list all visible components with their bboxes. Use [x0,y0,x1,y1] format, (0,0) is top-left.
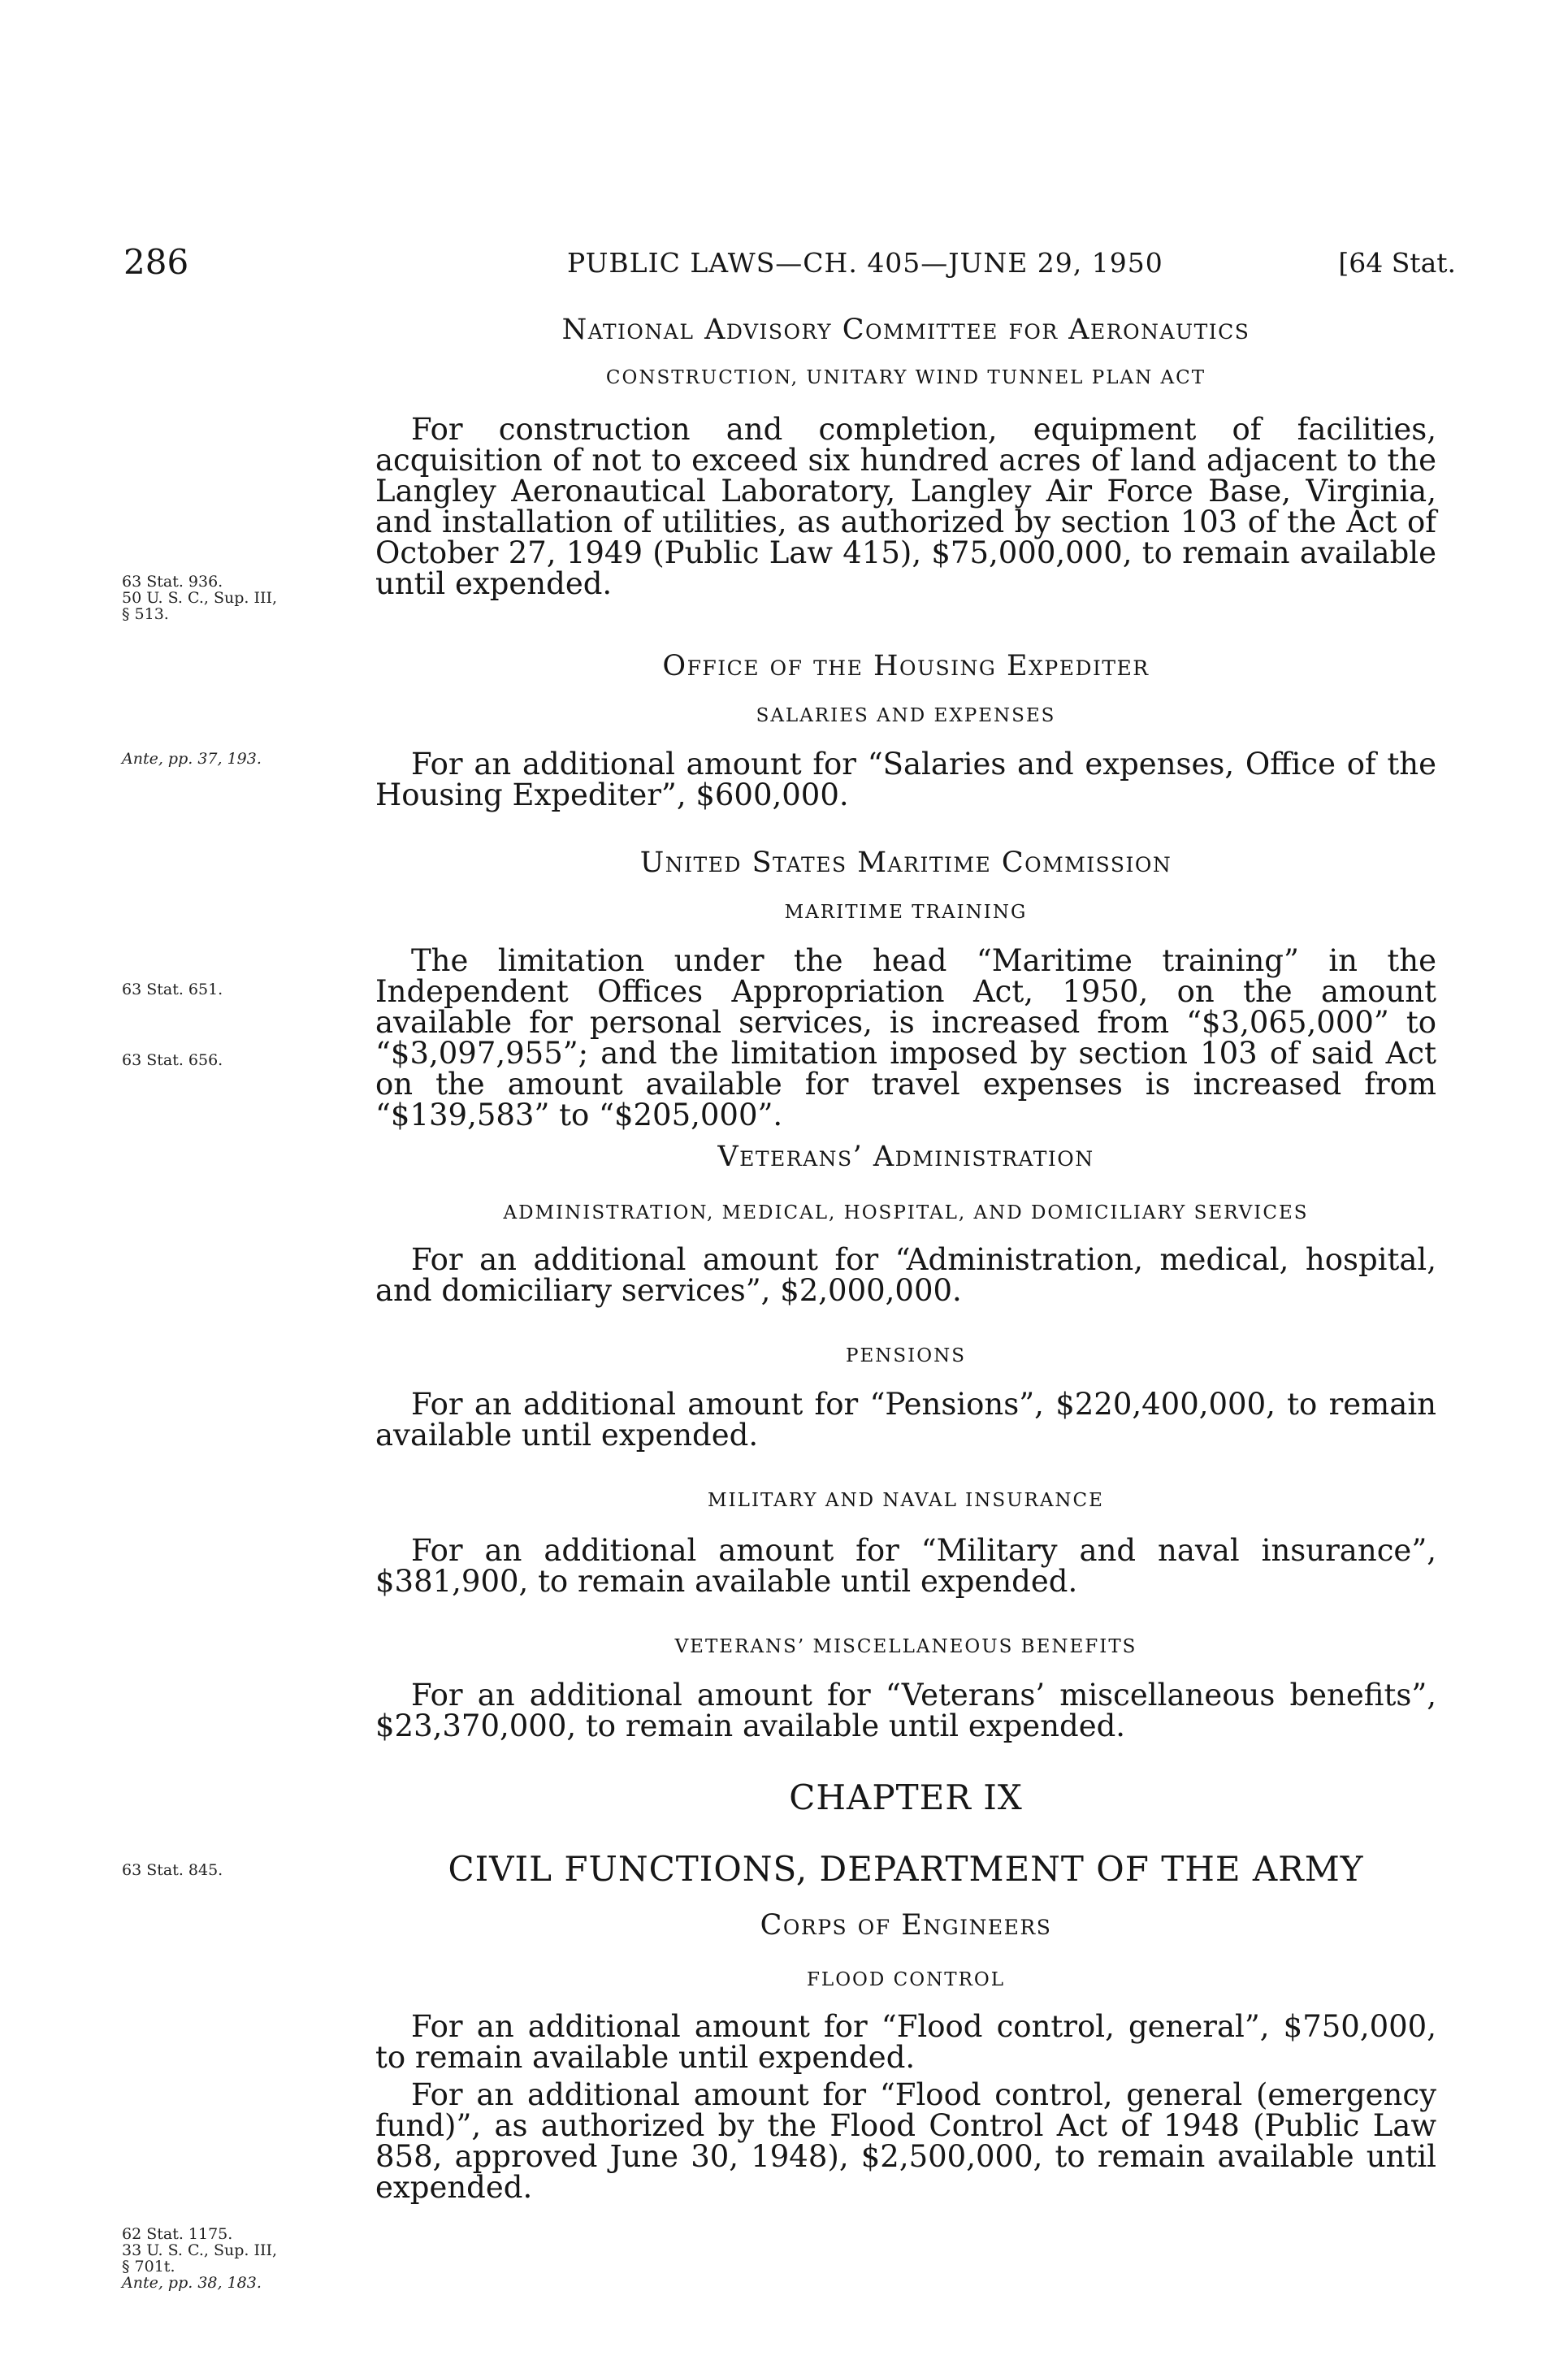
subheading: MILITARY AND NAVAL INSURANCE [708,1490,1104,1511]
margin-note-ante: Ante, pp. 37, 193. [122,750,262,768]
agency-heading: United States Maritime Commission [639,847,1172,879]
margin-note-63-stat-845: 63 Stat. 845. [122,1861,223,1879]
paragraph: For an additional amount for “Administration, medical, hospital, and domiciliary services”, $2,000,000. [375,1242,1436,1308]
subheading: MARITIME TRAINING [784,902,1028,923]
paragraph: For an additional amount for “Flood control, general (emergency fund)”, as authorized by the Flood Control Act of 1948 (Public Law 858, approved June 30, 1948), $2,500,000, to remain available until expended. [375,2077,1436,2205]
paragraph: For an additional amount for “Pensions”, $220,400,000, to remain available until expended. [375,1387,1436,1453]
running-title: PUBLIC LAWS—CH. 405—JUNE 29, 1950 [567,247,1163,279]
paragraph: For an additional amount for “Flood control, general”, $750,000, to remain available until expended. [375,2009,1436,2075]
subheading: VETERANS’ MISCELLANEOUS BENEFITS [674,1636,1137,1657]
margin-note-63-stat-651: 63 Stat. 651. [122,981,223,998]
margin-note-63-stat-656: 63 Stat. 656. [122,1051,223,1069]
agency-heading: Corps of Engineers [760,1909,1052,1942]
agency-heading: National Advisory Committee for Aeronautics [561,314,1250,346]
running-header [123,242,1456,284]
chapter-title: CIVIL FUNCTIONS, DEPARTMENT OF THE ARMY [448,1849,1364,1889]
section-veterans [375,1141,1436,1173]
agency-heading: Office of the Housing Expediter [662,650,1150,682]
margin-note-62-stat-1175: 62 Stat. 1175. 33 U. S. C., Sup. III, § 701t. Ante, pp. 38, 183. [122,2225,278,2292]
subheading: SALARIES AND EXPENSES [756,705,1056,726]
paragraph: The limitation under the head “Maritime training” in the Independent Offices Appropriation Act, 1950, on the amount available for personal services, is increased from “$3,065,000” to “$3,097,955”; and the limitation imposed by section 103 of said Act on the amount available for travel expenses is increased from “$139,583” to “$205,000”. [375,943,1436,1132]
paragraph: For an additional amount for “Military and naval insurance”, $381,900, to remain available until expended. [375,1533,1436,1599]
paragraph: For an additional amount for “Veterans’ miscellaneous benefits”, $23,370,000, to remain available until expended. [375,1678,1436,1743]
agency-heading: Veterans’ Administration [717,1141,1094,1173]
subheading: ADMINISTRATION, MEDICAL, HOSPITAL, AND DOMICILIARY SERVICES [503,1202,1309,1223]
section-housing [375,650,1436,682]
volume-reference: [64 Stat. [1338,247,1456,279]
chapter-ix [375,1778,1436,1817]
section-maritime [375,847,1436,879]
margin-note-63-stat-936: 63 Stat. 936. 50 U. S. C., Sup. III, § 513. [122,573,278,623]
section-naca [375,314,1436,346]
paragraph: For construction and completion, equipment of facilities, acquisition of not to exceed six hundred acres of land adjacent to the Langley Aeronautical Laboratory, Langley Air Force Base, Virginia, and installation of utilities, as authorized by section 103 of the Act of October 27, 1949 (Public Law 415), $75,000,000, to remain available until expended. [375,412,1436,601]
subheading: FLOOD CONTROL [806,1969,1006,1990]
page-number: 286 [123,242,189,282]
paragraph: For an additional amount for “Salaries and expenses, Office of the Housing Expediter”, $600,000. [375,747,1436,812]
chapter-number: CHAPTER IX [789,1778,1023,1817]
subheading: PENSIONS [846,1345,966,1366]
subheading: CONSTRUCTION, UNITARY WIND TUNNEL PLAN ACT [605,367,1206,388]
